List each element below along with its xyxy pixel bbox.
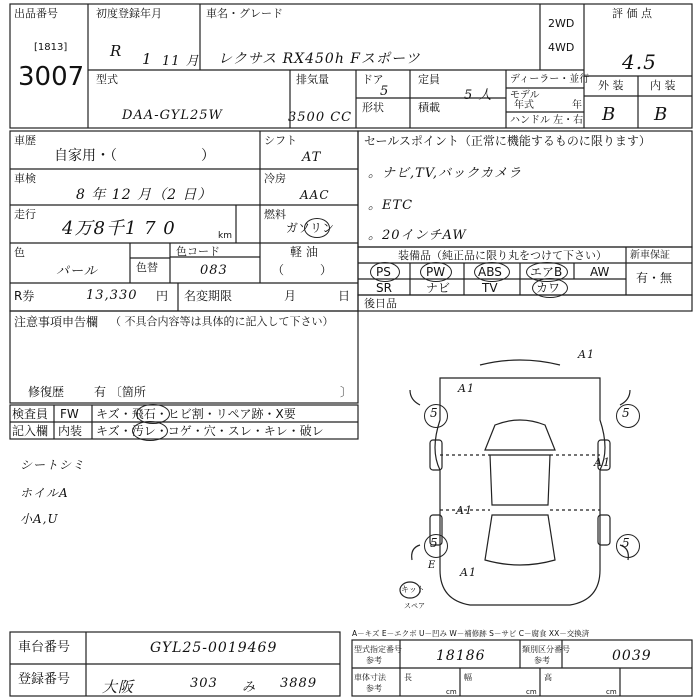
damage-mark: A1	[594, 456, 611, 469]
tire-depth: 5	[622, 406, 631, 420]
color-label: 色	[14, 246, 25, 259]
caution-label: 注意事項申告欄	[14, 315, 99, 329]
sales-point-label: セールスポイント（正常に機能するものに限ります）	[364, 134, 651, 148]
damage-mark: A1	[456, 504, 473, 517]
shape-label: 形状	[362, 101, 384, 114]
color-code-label: 色コード	[176, 245, 220, 258]
first-reg-label: 初度登録年月	[96, 7, 162, 20]
reg-number: 3889	[280, 676, 318, 691]
fuel-paren: （ ）	[272, 263, 333, 277]
capacity-value: 5 人	[464, 88, 493, 103]
lot-label: 出品番号	[14, 7, 58, 20]
model-value: DAA-GYL25W	[122, 108, 223, 123]
first-reg-era: R	[110, 42, 123, 60]
equip-airbag: エアB	[530, 265, 563, 279]
reg-label: 登録番号	[18, 672, 71, 687]
history-value: 自家用・（ ）	[54, 148, 215, 164]
grade-label: 評 価 点	[612, 7, 652, 20]
mileage-unit: km	[218, 231, 232, 241]
ps-circle	[370, 262, 400, 282]
sales-point-item: 。ETC	[368, 198, 414, 213]
class-value: 0039	[612, 648, 652, 664]
equip-aw: AW	[590, 265, 610, 279]
interior-value: B	[654, 104, 669, 125]
color-code-value: 083	[200, 263, 228, 278]
fuel-label: 燃料	[264, 208, 286, 221]
first-reg-year: 1	[142, 50, 153, 68]
equip-ps: PS	[376, 265, 391, 279]
caution-hint: （ 不具合内容等は具体的に記入して下さい）	[110, 315, 334, 328]
drive-2wd: 2WD	[548, 17, 575, 30]
recycle-label: R券	[14, 289, 35, 303]
interior-label: 内 装	[650, 79, 676, 92]
car-name-value: レクサス RX450h Fスポーツ	[218, 51, 421, 67]
lot-code: [1813]	[34, 42, 68, 53]
damage-mark: A1	[578, 348, 595, 361]
ac-label: 冷房	[264, 172, 286, 185]
later-label: 後日品	[364, 297, 397, 310]
length-label: 長	[404, 673, 412, 682]
pw-circle	[420, 262, 452, 282]
equip-tv: TV	[482, 281, 498, 295]
entry-label: 記入欄	[12, 424, 49, 438]
exterior-value: B	[602, 104, 617, 125]
equip-abs: ABS	[478, 265, 502, 279]
fuel-diesel: 軽 油	[290, 245, 318, 259]
lot-number: 3007	[18, 62, 85, 92]
damage-mark: A1	[460, 566, 477, 579]
recycle-yen: 円	[156, 289, 169, 303]
displacement-value: 3500 CC	[288, 110, 353, 125]
comment-line: シートシミ	[20, 458, 86, 472]
width-label: 幅	[464, 673, 472, 682]
chassis-value: GYL25-0019469	[150, 640, 278, 656]
shift-value: AT	[302, 150, 322, 165]
load-label: 積載	[418, 101, 440, 114]
model-cert-label: 型式指定番号	[354, 645, 402, 654]
abs-circle	[474, 262, 510, 282]
length-unit: cm	[446, 688, 457, 696]
leather-circle	[532, 278, 568, 298]
model-label: 型式	[96, 73, 118, 86]
fw-label: FW	[60, 407, 79, 421]
class-sub: 参考	[534, 656, 550, 665]
dealer-label: ディーラー・並行	[510, 74, 590, 85]
tire-depth: 5	[622, 536, 631, 550]
kit-label: キット	[401, 585, 425, 594]
size-sub: 参考	[366, 684, 382, 693]
model-cert-value: 18186	[436, 648, 486, 664]
color-value: パール	[56, 264, 98, 279]
model-year-label: モデル	[510, 90, 540, 101]
damage-legend: A－キズ E－エクボ U－凹み W－補修跡 S－サビ C－腐食 XX－交換済	[352, 629, 590, 638]
history-label: 車歴	[14, 134, 36, 147]
ac-value: AAC	[300, 188, 330, 202]
recycle-value: 13,330	[86, 288, 138, 303]
damage-mark: A1	[458, 382, 475, 395]
equip-sr: SR	[376, 281, 392, 295]
name-change-label: 名変期限	[184, 289, 233, 303]
spare-label: スペア	[404, 602, 425, 610]
name-change-day: 日	[338, 289, 351, 303]
color-change-label: 色替	[136, 261, 158, 274]
reg-city: 大阪	[102, 678, 135, 696]
drive-4wd: 4WD	[548, 41, 575, 54]
doors-value: 5	[380, 84, 390, 99]
car-name-label: 車名・グレード	[206, 7, 283, 20]
sales-point-item: 。20インチAW	[368, 228, 467, 243]
chassis-label: 車台番号	[18, 640, 71, 655]
dent-mark: E	[428, 560, 437, 571]
exterior-label: 外 装	[598, 79, 624, 92]
interior-check-items: キズ・汚レ・コゲ・穴・スレ・キレ・破レ	[96, 424, 324, 438]
reg-kana: み	[242, 680, 257, 695]
inspection-label: 車検	[14, 172, 36, 185]
shift-label: シフト	[264, 134, 297, 147]
interior-check-label: 内装	[58, 424, 83, 438]
repair-value: 有 〔箇所	[94, 385, 146, 399]
comment-line: 小A,U	[20, 512, 59, 526]
mileage-value: 4万8千1 7 0	[62, 218, 176, 239]
mileage-label: 走行	[14, 208, 36, 221]
handle-label: ハンドル 左・右	[510, 115, 584, 126]
size-label: 車体寸法	[354, 673, 386, 682]
inspection-value: 8 年 12 月（2 日）	[76, 187, 213, 203]
displacement-label: 排気量	[296, 73, 329, 86]
doors-label: ドア	[362, 73, 384, 86]
equipment-label: 装備品（純正品に限り丸をつけて下さい）	[398, 249, 607, 262]
height-unit: cm	[606, 688, 617, 696]
model-cert-sub: 参考	[366, 656, 382, 665]
inspector-label: 検査員	[12, 407, 49, 421]
repair-label: 修復歴	[28, 385, 65, 399]
tire-depth: 5	[430, 536, 439, 550]
class-label: 類別区分番号	[522, 645, 570, 654]
equip-leather: カワ	[536, 281, 561, 295]
model-year-sub: 年式	[514, 100, 534, 111]
sales-point-item: 。ナビ,TV,バックカメラ	[368, 166, 523, 181]
equip-pw: PW	[426, 265, 446, 279]
first-reg-month: 11 月	[162, 54, 200, 69]
reg-class: 303	[190, 676, 218, 691]
name-change-month: 月	[284, 289, 297, 303]
new-car-label: 新車保証	[630, 250, 670, 261]
fuel-gas: ガソリン	[286, 221, 335, 235]
new-car-value: 有・無	[636, 271, 673, 285]
width-unit: cm	[526, 688, 537, 696]
fw-items: キズ・飛石・ヒビ割・リペア跡・X要	[96, 407, 296, 421]
repair-close: 〕	[340, 385, 353, 399]
tire-depth: 5	[430, 406, 439, 420]
capacity-label: 定員	[418, 73, 440, 86]
year-unit: 年	[572, 100, 582, 111]
equip-navi: ナビ	[426, 281, 451, 295]
stain-circle	[132, 421, 168, 441]
height-label: 高	[544, 673, 552, 682]
grade-value: 4.5	[622, 50, 657, 74]
fuel-gas-circle	[304, 218, 330, 238]
comment-line: ホイルA	[20, 486, 69, 500]
